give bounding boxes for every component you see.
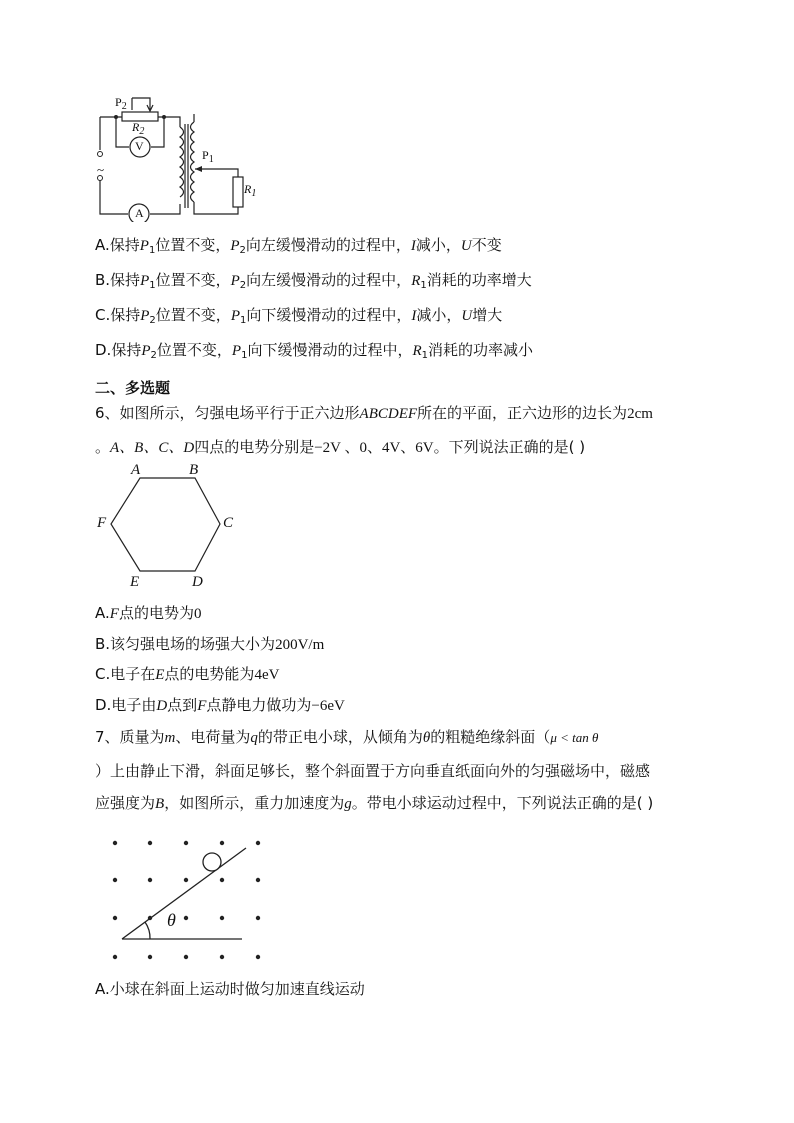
q5-option-b: B.保持$P_1$位置不变，$P_2$向左缓慢滑动的过程中，$R_1$消耗的功率增大: [95, 271, 532, 291]
hex-label-a: A: [131, 462, 141, 478]
q6-option-c: C.电子在E点的电势能为4eV: [95, 665, 280, 683]
magnetic-field-dots: [113, 841, 260, 959]
q7-stem-line2: ）上由静止下滑，斜面足够长，整个斜面置于方向垂直纸面向外的匀强磁场中，磁感: [95, 762, 651, 780]
q6-option-d: D.电子由D点到F点静电力做功为−6eV: [95, 696, 345, 714]
hex-label-c: C: [223, 515, 234, 531]
hex-label-f: F: [97, 515, 107, 531]
section-title: 二、多选题: [95, 379, 171, 397]
r1-label: $R_1$: [244, 182, 257, 199]
q6-stem-line1: 6、如图所示，匀强电场平行于正六边形ABCDEF所在的平面，正六边形的边长为2cm: [95, 404, 653, 422]
q5-option-a: A.保持$P_1$位置不变，$P_2$向左缓慢滑动的过程中，I减小，U不变: [95, 236, 502, 256]
q6-option-a: A.F点的电势为0: [95, 604, 202, 622]
q6-stem-line2: 。A、B、C、D四点的电势分别是−2V 、0、4V、6V。下列说法正确的是( ): [95, 438, 586, 456]
q5-option-c: C.保持$P_2$位置不变，$P_1$向下缓慢滑动的过程中，I减小，U增大: [95, 306, 503, 326]
hex-label-b: B: [189, 462, 199, 478]
q7-stem-line3: 应强度为B，如图所示，重力加速度为g。带电小球运动过程中，下列说法正确的是( ): [95, 794, 654, 812]
voltmeter-label: V: [135, 139, 144, 153]
charged-ball: [203, 853, 221, 871]
q7-option-a: A.小球在斜面上运动时做匀加速直线运动: [95, 980, 365, 998]
ac-source-symbol: ~: [97, 162, 105, 177]
hex-label-d: D: [192, 574, 203, 590]
q5-option-d: D.保持$P_2$位置不变，$P_1$向下缓慢滑动的过程中，$R_1$消耗的功率减小: [95, 341, 534, 361]
r2-label: $R_2$: [132, 120, 145, 137]
angle-theta-label: θ: [167, 910, 176, 930]
q7-stem-line1: 7、质量为m、电荷量为q的带正电小球，从倾角为θ的粗糙绝缘斜面（μ < tan θ: [95, 728, 599, 746]
incline-magnetic-field-figure: [100, 830, 280, 970]
p1-label: $P_1$: [202, 148, 214, 165]
p2-label: $P_2$: [115, 95, 127, 112]
q6-option-b: B.该匀强电场的场强大小为200V/m: [95, 635, 325, 653]
hex-label-e: E: [130, 574, 140, 590]
ammeter-label: A: [135, 206, 144, 220]
